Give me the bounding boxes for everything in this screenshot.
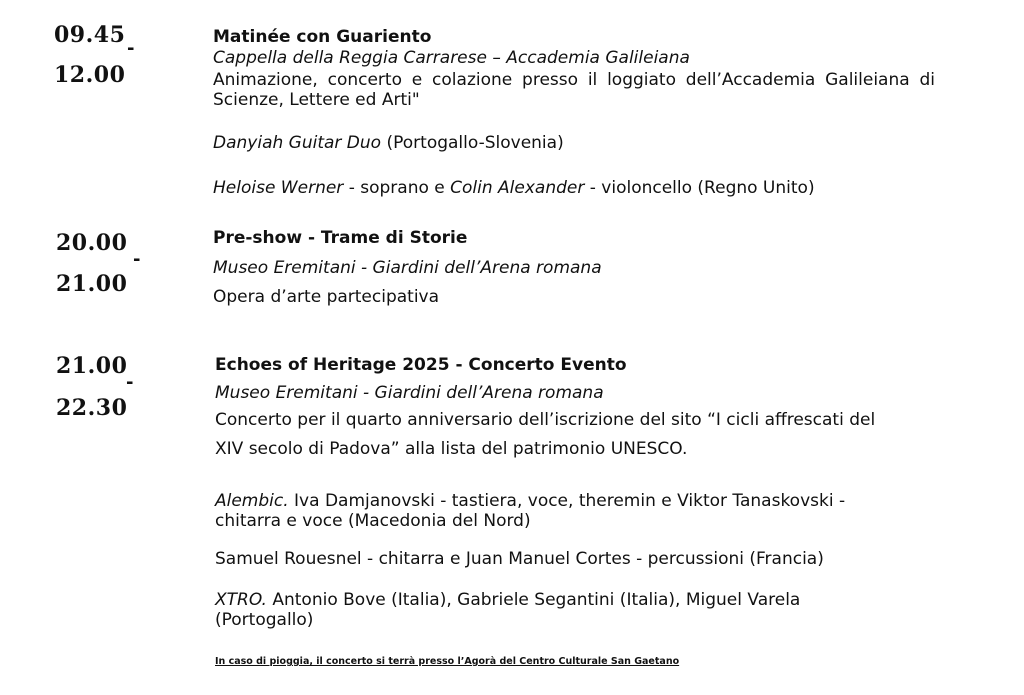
performer-name: Danyiah Guitar Duo bbox=[213, 133, 382, 153]
event-description: Concerto per il quarto anniversario dell’iscrizione del sito “I cicli affrescati del bbox=[215, 410, 876, 430]
performer-name: Alembic. bbox=[215, 491, 289, 511]
performer: Samuel Rouesnel - chitarra e Juan Manuel Cortes - percussioni (Francia) bbox=[215, 549, 824, 569]
start-time: 09.45 bbox=[54, 22, 126, 48]
performer-details: chitarra e voce (Macedonia del Nord) bbox=[215, 511, 531, 531]
performer bbox=[215, 590, 800, 610]
event-venue: Museo Eremitani - Giardini dell’Arena romana bbox=[213, 258, 602, 278]
performer-role: - soprano e bbox=[343, 178, 451, 198]
performer-origin: (Portogallo-Slovenia) bbox=[381, 133, 564, 153]
event-title: Matinée con Guariento bbox=[213, 27, 432, 47]
event-title: Echoes of Heritage 2025 - Concerto Evento bbox=[215, 355, 627, 375]
performer-details: Antonio Bove (Italia), Gabriele Segantini (Italia), Miguel Varela bbox=[266, 590, 801, 610]
event-description: Animazione, concerto e colazione presso il loggiato dell’Accademia Galileiana di Scienze, Lettere ed Arti" bbox=[213, 70, 935, 110]
performer bbox=[213, 133, 564, 153]
end-time: 21.00 bbox=[56, 271, 128, 297]
end-time: 12.00 bbox=[54, 62, 126, 88]
start-time: 21.00 bbox=[56, 353, 128, 379]
start-time: 20.00 bbox=[56, 230, 128, 256]
performer-details: Iva Damjanovski - tastiera, voce, theremin e Viktor Tanaskovski - bbox=[288, 491, 846, 511]
performer bbox=[215, 491, 845, 511]
time-dash: - bbox=[133, 249, 141, 270]
performer bbox=[213, 178, 815, 198]
performer-details: (Portogallo) bbox=[215, 610, 314, 630]
event-venue: Cappella della Reggia Carrarese – Accademia Galileiana bbox=[213, 48, 690, 68]
end-time: 22.30 bbox=[56, 395, 128, 421]
event-description: XIV secolo di Padova” alla lista del patrimonio UNESCO. bbox=[215, 439, 688, 459]
event-title: Pre-show - Trame di Storie bbox=[213, 228, 468, 248]
event-description: Opera d’arte partecipativa bbox=[213, 287, 440, 307]
performer-name: Colin Alexander bbox=[450, 178, 585, 198]
performer-origin: - violoncello (Regno Unito) bbox=[584, 178, 815, 198]
rain-note: In caso di pioggia, il concerto si terrà presso l’Agorà del Centro Culturale San Gaetano bbox=[215, 656, 680, 667]
time-dash: - bbox=[126, 372, 134, 393]
performer-name: XTRO. bbox=[215, 590, 267, 610]
performer-name: Heloise Werner bbox=[213, 178, 344, 198]
time-dash: - bbox=[127, 38, 135, 59]
event-venue: Museo Eremitani - Giardini dell’Arena romana bbox=[215, 383, 604, 403]
